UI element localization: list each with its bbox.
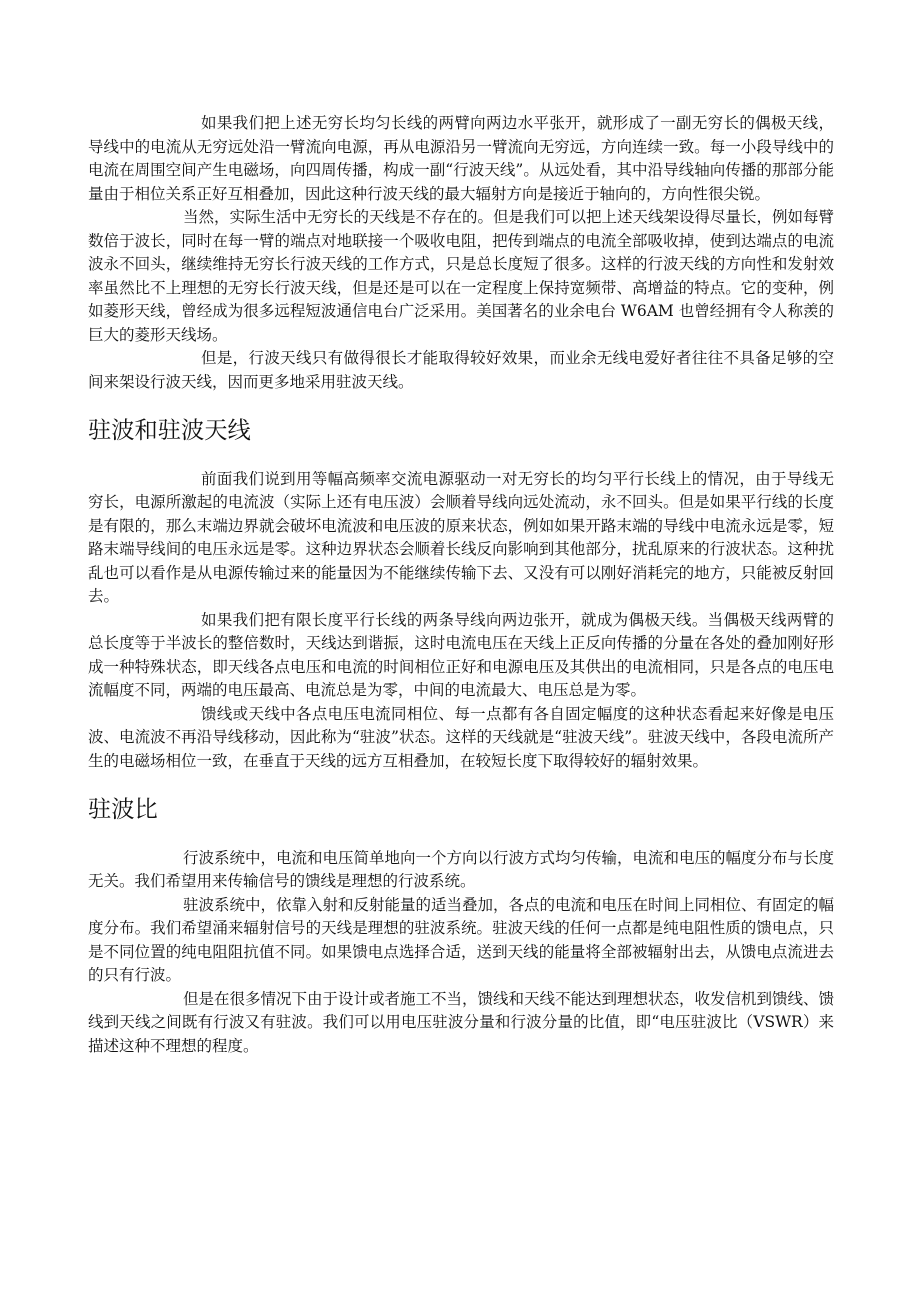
section-heading-vswr: 驻波比 bbox=[88, 796, 158, 823]
paragraph: 如果我们把上述无穷长均匀长线的两臂向两边水平张开，就形成了一副无穷长的偶极天线，导线中的电流从无穷远处沿一臂流向电源，再从电源沿另一臂流向无穷远，方向连续一致。每一小段导线中的电流在周围空间产生电磁场，向四周传播，构成一副“行波天线”。从远处看，其中沿导线轴向传播的那部分能量由于相位关系正好互相叠加，因此这种行波天线的最大辐射方向是接近于轴向的，方向性很尖锐。 bbox=[88, 114, 834, 203]
section-standing-wave bbox=[88, 468, 834, 774]
section-traveling-wave bbox=[88, 112, 834, 394]
paragraph: 但是在很多情况下由于设计或者施工不当，馈线和天线不能达到理想状态，收发信机到馈线、馈线到天线之间既有行波又有驻波。我们可以用电压驻波分量和行波分量的比值，即“电压驻波比（VSWR）来描述这种不理想的程度。 bbox=[88, 989, 835, 1055]
paragraph: 馈线或天线中各点电压电流同相位、每一点都有各自固定幅度的这种状态看起来好像是电压波、电流波不再沿导线移动，因此称为“驻波”状态。这样的天线就是“驻波天线”。驻波天线中，各段电流所产生的电磁场相位一致，在垂直于天线的远方互相叠加，在较短长度下取得较好的辐射效果。 bbox=[88, 704, 834, 770]
section-heading-standing-wave: 驻波和驻波天线 bbox=[88, 417, 251, 444]
paragraph: 驻波系统中，依靠入射和反射能量的适当叠加，各点的电流和电压在时间上同相位、有固定的幅度分布。我们希望涌来辐射信号的天线是理想的驻波系统。驻波天线的任何一点都是纯电阻性质的馈电点，只是不同位置的纯电阻阻抗值不同。如果馈电点选择合适，送到天线的能量将全部被辐射出去，从馈电点流进去的只有行波。 bbox=[88, 895, 835, 984]
document-page bbox=[88, 112, 834, 1058]
paragraph: 前面我们说到用等幅高频率交流电源驱动一对无穷长的均匀平行长线上的情况，由于导线无穷长，电源所激起的电流波（实际上还有电压波）会顺着导线向远处流动，永不回头。但是如果平行线的长度是有限的，那么末端边界就会破坏电流波和电压波的原来状态，例如如果开路末端的导线中电流永远是零，短路末端导线间的电压永远是零。这种边界状态会顺着长线反向影响到其他部分，扰乱原来的行波状态。这种扰乱也可以看作是从电源传输过来的能量因为不能继续传输下去、又没有可以刚好消耗完的地方，只能被反射回去。 bbox=[88, 469, 834, 605]
paragraph: 行波系统中，电流和电压简单地向一个方向以行波方式均匀传输，电流和电压的幅度分布与长度无关。我们希望用来传输信号的馈线是理想的行波系统。 bbox=[88, 848, 835, 890]
section-vswr bbox=[88, 847, 834, 1059]
paragraph: 如果我们把有限长度平行长线的两条导线向两边张开，就成为偶极天线。当偶极天线两臂的总长度等于半波长的整倍数时，天线达到谐振，这时电流电压在天线上正反向传播的分量在各处的叠加刚好形成一种特殊状态，即天线各点电压和电流的时间相位正好和电源电压及其供出的电流相同，只是各点的电压电流幅度不同，两端的电压最高、电流总是为零，中间的电流最大、电压总是为零。 bbox=[88, 610, 834, 699]
paragraph: 当然，实际生活中无穷长的天线是不存在的。但是我们可以把上述天线架设得尽量长，例如每臂数倍于波长，同时在每一臂的端点对地联接一个吸收电阻，把传到端点的电流全部吸收掉，使到达端点的电流波永不回头，继续维持无穷长行波天线的工作方式，只是总长度短了很多。这样的行波天线的方向性和发射效率虽然比不上理想的无穷长行波天线，但是还是可以在一定程度上保持宽频带、高增益的特点。它的变种，例如菱形天线，曾经成为很多远程短波通信电台广泛采用。美国著名的业余电台 W6AM 也曾经拥有令人称羡的巨大的菱形天线场。 bbox=[88, 208, 835, 344]
paragraph: 但是，行波天线只有做得很长才能取得较好效果，而业余无线电爱好者往往不具备足够的空间来架设行波天线，因而更多地采用驻波天线。 bbox=[88, 349, 834, 391]
